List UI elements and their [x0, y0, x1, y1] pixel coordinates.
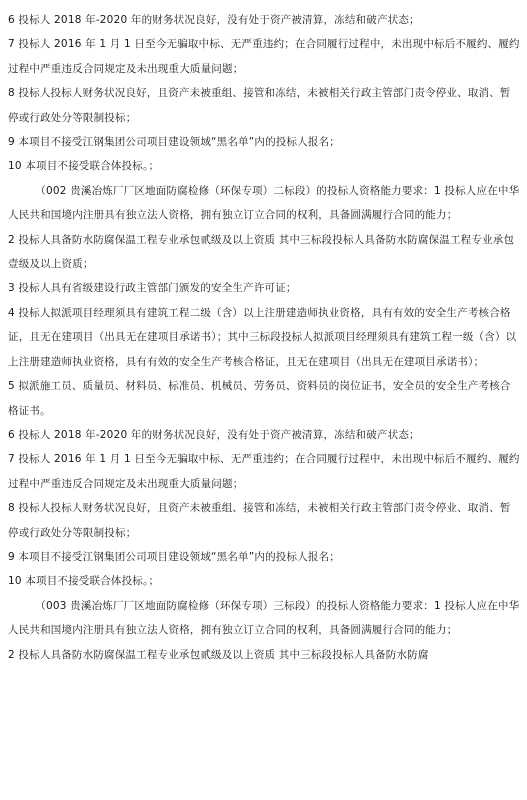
paragraph-item-10: 5 拟派施工员、质量员、材料员、标准员、机械员、劳务员、资料员的岗位证书，安全员的安全生产考核合格证书。 — [8, 380, 511, 417]
paragraph-item-2: 7 投标人 2016 年 1 月 1 日至今无骗取中标、无严重违约；在合同履行过程中，未出现中标后不履约、履约过程中严重违反合同规定及未出现重大质量问题； — [8, 38, 520, 75]
paragraph-item-7: 2 投标人具备防水防腐保温工程专业承包贰级及以上资质 其中三标段投标人具备防水防腐保温工程专业承包壹级及以上资质； — [8, 233, 515, 271]
paragraph-item-15: 10 本项目不接受联合体投标。； — [8, 575, 160, 588]
paragraph-item-3: 8 投标人投标人财务状况良好，且资产未被重组、接管和冻结，未被相关行政主管部门责令停业、取消、暂停或行政处分等限制投标； — [8, 87, 511, 124]
paragraph-item-8: 3 投标人具有省级建设行政主管部门颁发的安全生产许可证； — [8, 282, 297, 295]
paragraph-item-14: 9 本项目不接受江钢集团公司项目建设领域“黑名单”内的投标人报名； — [8, 550, 340, 563]
paragraph-item-11: 6 投标人 2018 年-2020 年的财务状况良好，没有处于资产被清算，冻结和破产状态； — [8, 428, 420, 441]
section-heading-lot-2: （002 贵溪冶炼厂厂区地面防腐检修（环保专项）二标段）的投标人资格能力要求：1 投标人应在中华人民共和国境内注册具有独立法人资格，拥有独立订立合同的权利，具备圆满履行合同的能力； — [8, 184, 520, 222]
paragraph-item-17: 2 投标人具备防水防腐保温工程专业承包贰级及以上资质 其中三标段投标人具备防水防腐 — [8, 648, 429, 661]
paragraph-item-9: 4 投标人拟派项目经理须具有建筑工程二级（含）以上注册建造师执业资格，具有有效的安全生产考核合格证，且无在建项目（出具无在建项目承诺书）；其中三标段投标人拟派项目经理须具有建筑工程一级（含）以上注册建造师执业资格，具有有效的安全生产考核合格证，且无在建项目（出具无在建项目承诺书）； — [8, 306, 517, 368]
section-heading-lot-3: （003 贵溪冶炼厂厂区地面防腐检修（环保专项）三标段）的投标人资格能力要求：1 投标人应在中华人民共和国境内注册具有独立法人资格，拥有独立订立合同的权利，具备圆满履行合同的能力； — [8, 599, 520, 637]
paragraph-item-13: 8 投标人投标人财务状况良好，且资产未被重组、接管和冻结，未被相关行政主管部门责令停业、取消、暂停或行政处分等限制投标； — [8, 502, 511, 539]
paragraph-item-4: 9 本项目不接受江钢集团公司项目建设领域“黑名单”内的投标人报名； — [8, 136, 340, 149]
paragraph-item-1: 6 投标人 2018 年-2020 年的财务状况良好，没有处于资产被清算，冻结和破产状态； — [8, 14, 420, 26]
paragraph-item-5: 10 本项目不接受联合体投标。； — [8, 160, 160, 173]
paragraph-item-12: 7 投标人 2016 年 1 月 1 日至今无骗取中标、无严重违约；在合同履行过程中，未出现中标后不履约、履约过程中严重违反合同规定及未出现重大质量问题； — [8, 453, 520, 490]
